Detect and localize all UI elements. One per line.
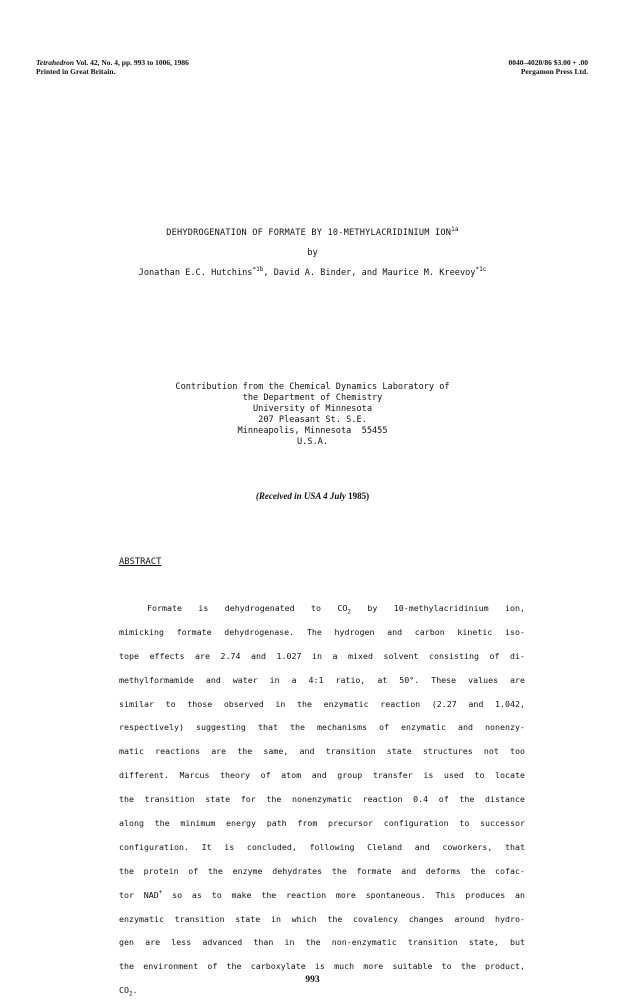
abstract-line: configuration. It is concluded, following Cleland and coworkers, that <box>119 841 525 852</box>
abstract-text: tor NAD <box>119 889 159 900</box>
abstract-line: tope effects are 2.74 and 1.027 in a mixed solvent consisting of di- <box>119 650 525 661</box>
paper-title <box>0 228 625 238</box>
affiliation-line: University of Minnesota <box>253 404 372 414</box>
publisher-info <box>509 58 588 76</box>
title-text: DEHYDROGENATION OF FORMATE BY 10-METHYLACRIDINIUM ION <box>166 228 452 238</box>
affiliation-line: Contribution from the Chemical Dynamics Laboratory of <box>175 382 450 392</box>
author-hutchins-note: *1b <box>252 266 264 274</box>
citation-line <box>36 58 189 67</box>
abstract-line: the transition state for the nonenzymatic reaction 0.4 of the distance <box>119 794 525 805</box>
abstract-text: . <box>132 985 138 996</box>
abstract-text: by 10-methylacridinium ion, <box>350 603 525 613</box>
received-date <box>0 491 625 501</box>
publisher-name: Pergamon Press Ltd. <box>520 67 588 76</box>
abstract-body <box>119 597 525 1003</box>
affiliation-line: U.S.A. <box>296 437 329 447</box>
superscript: + <box>158 889 163 896</box>
abstract-line <box>119 597 525 621</box>
journal-name: Tetrahedron <box>36 58 75 67</box>
abstract-line: different. Marcus theory of atom and group transfer is used to locate <box>119 770 525 781</box>
author-kreevoy-note: *1c <box>475 266 487 274</box>
affiliation-line: the Department of Chemistry <box>242 393 383 403</box>
price-code: 0040–4020/86 $3.00 + .00 <box>508 58 588 67</box>
by-line: by <box>307 248 318 258</box>
abstract-line: similar to those observed in the enzymatic reaction (2.27 and 1.042, <box>119 698 525 709</box>
author-separator: , David A. Binder, and <box>263 268 383 278</box>
authors <box>0 268 625 278</box>
received-suffix: 1985) <box>345 491 370 501</box>
abstract-heading: ABSTRACT <box>119 557 162 567</box>
abstract-line: respectively) suggesting that the mechanisms of enzymatic and nonenzy- <box>119 722 525 733</box>
abstract-line: the protein of the enzyme dehydrates the formate and deforms the cofac- <box>119 865 525 876</box>
subscript: 2 <box>347 609 351 616</box>
title-footnote: 1a <box>451 226 459 234</box>
affiliation <box>0 382 625 448</box>
abstract-line: the environment of the carboxylate is much more suitable to the product, <box>119 961 525 972</box>
abstract-line: enzymatic transition state in which the covalency changes around hydro- <box>119 913 525 924</box>
journal-citation <box>36 58 189 76</box>
abstract-text: Formate is dehydrogenated to CO <box>147 603 348 613</box>
abstract-line <box>119 884 525 908</box>
abstract-line: matic reactions are the same, and transition state structures not too <box>119 746 525 757</box>
page-number: 993 <box>305 975 320 985</box>
abstract-line: gen are less advanced than in the non-enzymatic transition state, but <box>119 937 525 948</box>
printed-in: Printed in Great Britain. <box>36 67 116 76</box>
affiliation-line: Minneapolis, Minnesota 55455 <box>237 426 388 436</box>
received-prefix: (Received in USA 4 July <box>255 491 346 501</box>
author-hutchins: Jonathan E.C. Hutchins <box>138 268 253 278</box>
abstract-text: so as to make the reaction more spontaneous. This produces an <box>162 889 526 900</box>
citation-details: Vol. 42, No. 4, pp. 993 to 1006, 1986 <box>74 58 189 67</box>
author-kreevoy: Maurice M. Kreevoy <box>382 268 476 278</box>
abstract-line: mimicking formate dehydrogenase. The hydrogen and carbon kinetic iso- <box>119 626 525 637</box>
affiliation-line: 207 Pleasant St. S.E. <box>258 415 367 425</box>
subscript: 2 <box>129 991 133 998</box>
abstract-line: methylformamide and water in a 4:1 ratio, at 50°. These values are <box>119 674 525 685</box>
abstract-line: along the minimum energy path from precursor configuration to successor <box>119 818 525 829</box>
abstract-text: CO <box>119 985 129 996</box>
